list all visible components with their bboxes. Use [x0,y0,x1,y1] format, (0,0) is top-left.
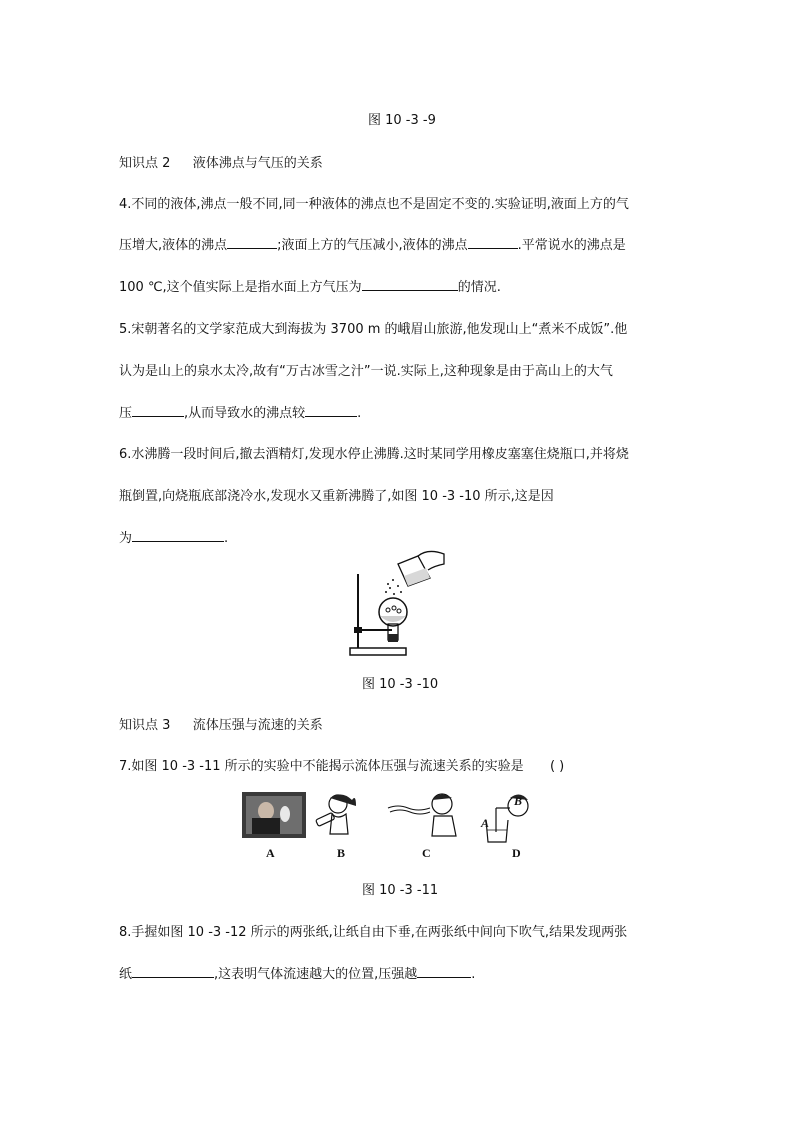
question-7 [119,755,564,774]
q4-text-a: 压增大,液体的沸点 [119,238,228,253]
figure-caption-10-3-10: 图 10 -3 -10 [362,677,439,692]
q4-text-b: ;液面上方的气压减小,液体的沸点 [277,238,468,253]
figure-inner-label-a: A [481,816,490,830]
q6-text-b: . [224,531,229,546]
section-title: 流体压强与流速的关系 [192,718,323,733]
figure-label-c: C [422,846,431,860]
question-6-line-1: 6.水沸腾一段时间后,撤去酒精灯,发现水停止沸腾.这时某同学用橡皮塞塞住烧瓶口,并将烧 [119,447,629,462]
figure-inner-label-b: B [514,794,523,808]
question-5-line-1: 5.宋朝著名的文学家范成大到海拔为 3700 m 的峨眉山旅游,他发现山上“煮米不成饭”.他 [119,322,628,337]
section-title: 液体沸点与气压的关系 [192,156,323,171]
q8-text-a: 纸 [119,967,133,982]
section-label: 知识点 3 [119,718,171,733]
flask-apparatus-figure [348,550,448,660]
answer-blank[interactable] [132,529,224,542]
figure-label-d: D [512,846,521,860]
question-5-line-2: 认为是山上的泉水太冷,故有“万古冰雪之汁”一说.实际上,这种现象是由于高山上的大气 [119,364,613,379]
section-heading-2 [119,152,323,171]
figure-caption-10-3-11: 图 10 -3 -11 [362,883,439,898]
question-8-line-2 [119,963,475,982]
question-4-line-3 [119,276,501,295]
answer-blank[interactable] [417,965,471,978]
answer-blank[interactable] [468,236,518,249]
question-6-line-3 [119,527,228,546]
figure-label-a: A [266,846,275,860]
answer-blank[interactable] [132,965,214,978]
answer-blank[interactable] [132,404,184,417]
figure-caption-10-3-9: 图 10 -3 -9 [368,113,436,128]
q8-text-b: ,这表明气体流速越大的位置,压强越 [214,967,418,982]
q4-text-c: .平常说水的沸点是 [517,238,626,253]
q5-text-b: ,从而导致水的沸点较 [184,406,306,421]
figure-label-b: B [337,846,346,860]
q8-text-c: . [471,967,476,982]
question-5-line-3 [119,402,361,421]
question-8-line-1: 8.手握如图 10 -3 -12 所示的两张纸,让纸自由下垂,在两张纸中间向下吹气,结果发现两张 [119,925,628,940]
answer-blank[interactable] [362,278,458,291]
q7-text: 7.如图 10 -3 -11 所示的实验中不能揭示流体压强与流速关系的实验是 [119,759,524,774]
q4-text-e: 的情况. [457,280,501,295]
drawing-b [312,790,358,838]
answer-blank[interactable] [227,236,277,249]
drawing-c [386,790,462,838]
q5-text-c: . [357,406,362,421]
section-label: 知识点 2 [119,156,171,171]
question-4-line-2 [119,234,626,253]
section-heading-3 [119,714,323,733]
answer-bracket[interactable]: ( ) [549,759,565,774]
answer-blank[interactable] [305,404,357,417]
q5-text-a: 压 [119,406,133,421]
question-6-line-2: 瓶倒置,向烧瓶底部浇冷水,发现水又重新沸腾了,如图 10 -3 -10 所示,这是因 [119,489,554,504]
q6-text-a: 为 [119,531,133,546]
q4-text-d: 100 ℃,这个值实际上是指水面上方气压为 [119,280,362,295]
photo-a [242,792,306,838]
question-4-line-1: 4.不同的液体,沸点一般不同,同一种液体的沸点也不是固定不变的.实验证明,液面上方的气 [119,197,629,212]
